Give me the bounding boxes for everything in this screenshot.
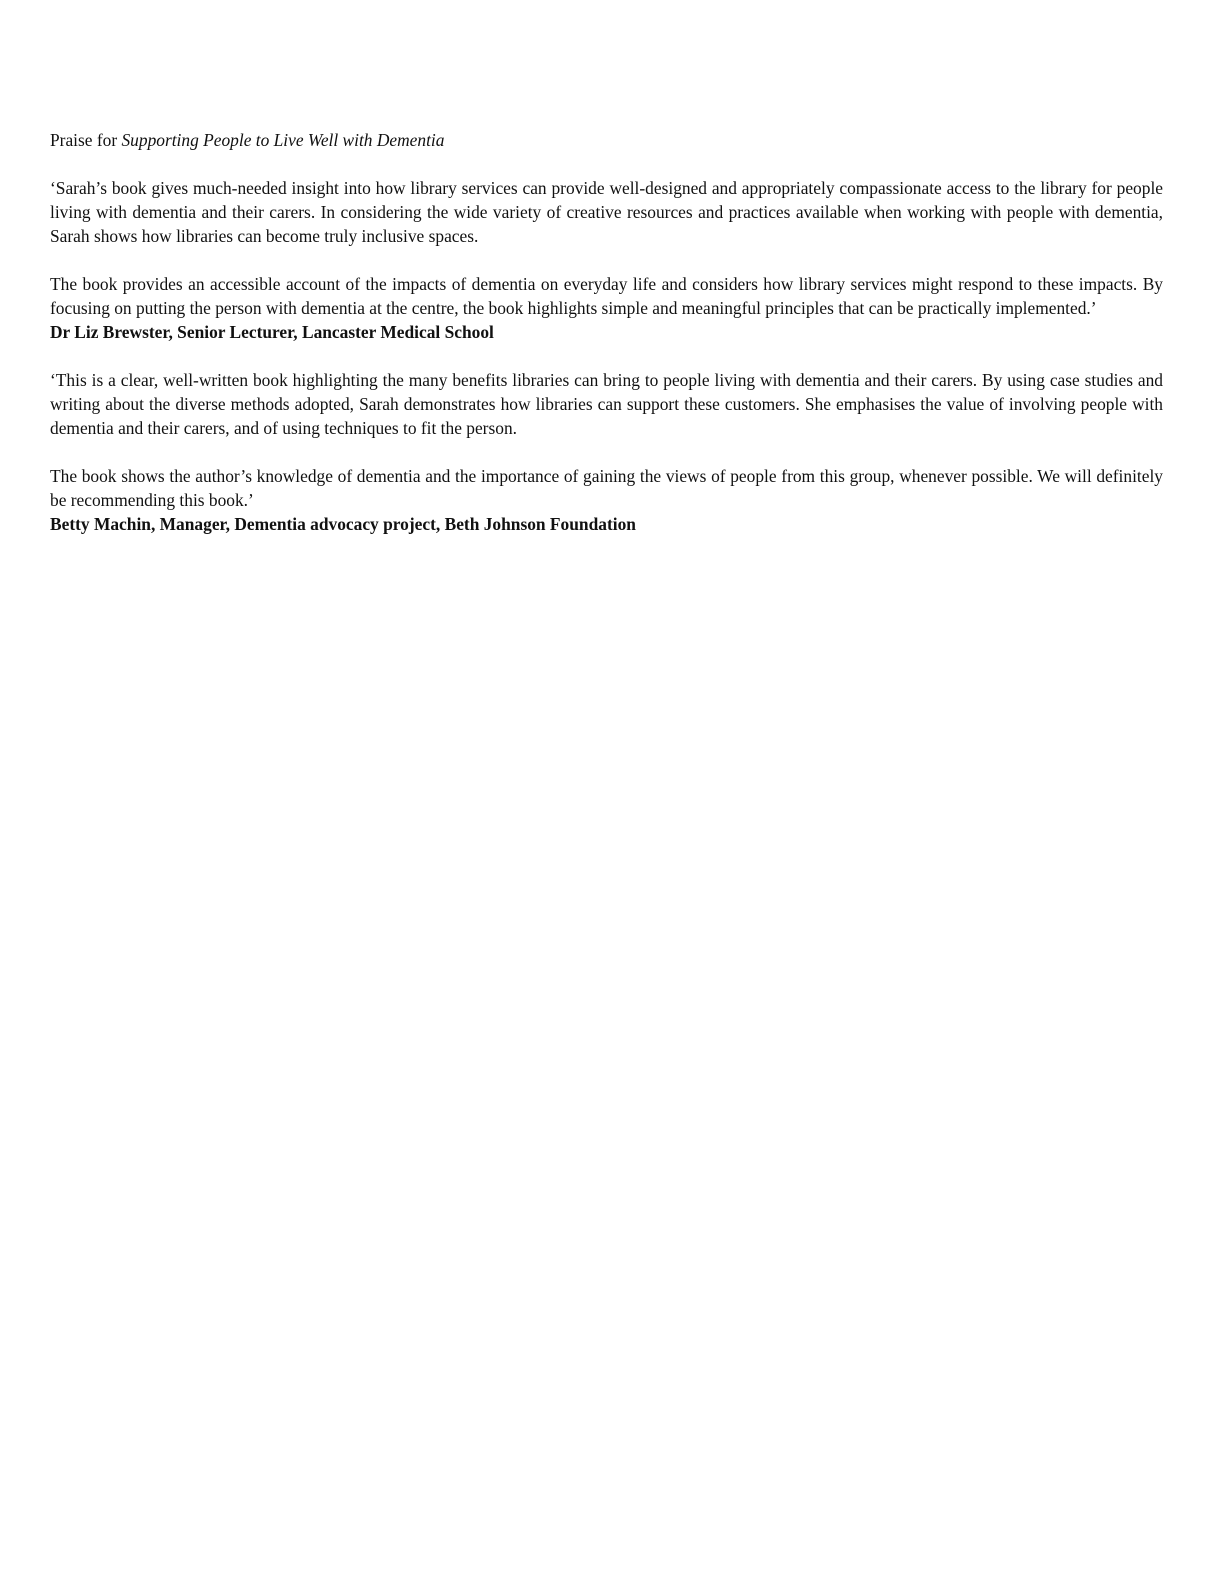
testimonial-paragraph: The book shows the author’s knowledge of dementia and the importance of gaining the views of people from this group, whenever possible. We will definitely be recommending this book.’ — [50, 466, 1163, 510]
testimonial-attribution: Betty Machin, Manager, Dementia advocacy project, Beth Johnson Foundation — [50, 514, 636, 534]
testimonial-paragraph: ‘Sarah’s book gives much-needed insight into how library services can provide well-designed and appropriately compassionate access to the library for people living with dementia and their carers. In considering the wide variety of creative resources and practices available when working with people with dementia, Sarah shows how libraries can become truly inclusive spaces. — [50, 178, 1163, 246]
testimonial-paragraph: The book provides an accessible account of the impacts of dementia on everyday life and considers how library services might respond to these impacts. By focusing on putting the person with dementia at the centre, the book highlights simple and meaningful principles that can be practically implemented.’ — [50, 274, 1163, 318]
testimonial-machin — [50, 368, 1163, 536]
book-title: Supporting People to Live Well with Dementia — [121, 130, 445, 150]
praise-heading-prefix: Praise for — [50, 130, 122, 150]
praise-page — [50, 128, 1163, 560]
testimonial-paragraph: ‘This is a clear, well-written book highlighting the many benefits libraries can bring to people living with dementia and their carers. By using case studies and writing about the diverse methods adopted, Sarah demonstrates how libraries can support these customers. She emphasises the value of involving people with dementia and their carers, and of using techniques to fit the person. — [50, 370, 1163, 438]
praise-heading — [50, 128, 1163, 152]
testimonial-attribution: Dr Liz Brewster, Senior Lecturer, Lancaster Medical School — [50, 322, 494, 342]
testimonial-brewster — [50, 176, 1163, 344]
